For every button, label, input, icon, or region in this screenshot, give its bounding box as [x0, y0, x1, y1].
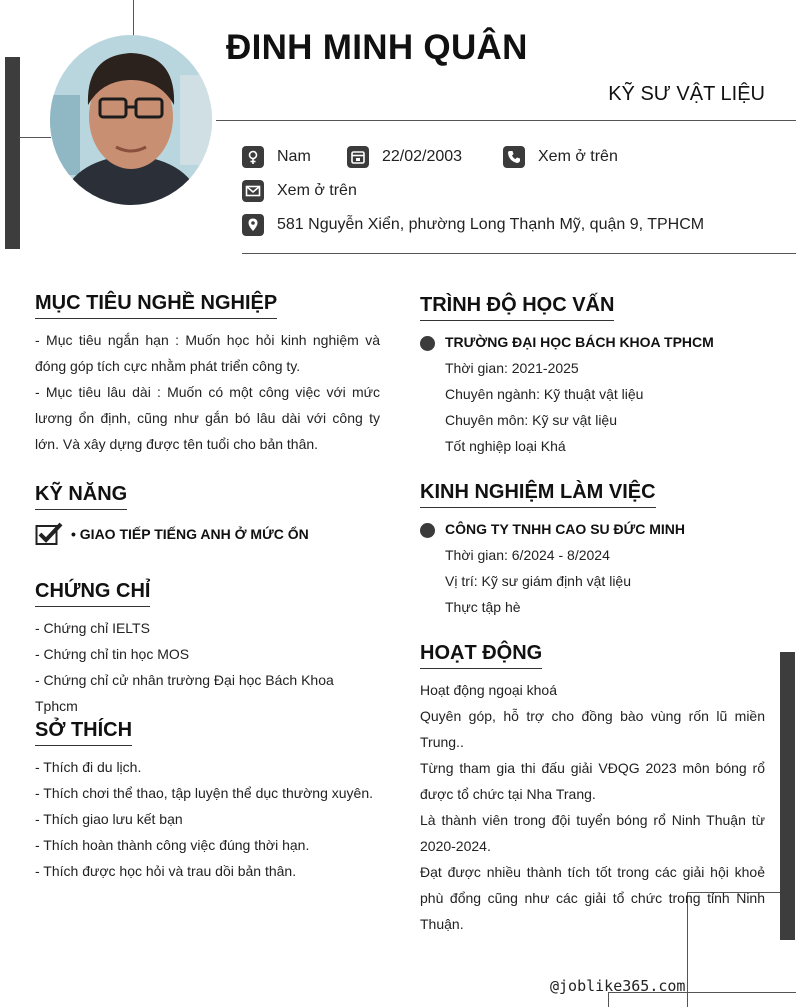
- location-icon: [242, 214, 264, 236]
- hobby-item: - Thích chơi thể thao, tập luyện thể dục thường xuyên.: [35, 785, 374, 801]
- phone-value: Xem ở trên: [538, 148, 618, 165]
- experience-line: Thời gian: 6/2024 - 8/2024: [445, 547, 610, 563]
- education-line: Chuyên môn: Kỹ sư vật liệu: [445, 412, 618, 428]
- skill-item: [35, 522, 380, 546]
- activity-line: Đạt được nhiều thành tích tốt trong các giải hội khoẻ phù đổng cũng như các giải tổ chức trong tỉnh Ninh Thuận.: [420, 864, 765, 932]
- skills-title: KỸ NĂNG: [35, 483, 127, 510]
- email-value: Xem ở trên: [277, 182, 357, 199]
- bullet-dot: [420, 523, 435, 538]
- education-title: TRÌNH ĐỘ HỌC VẤN: [420, 294, 614, 321]
- objective-line: - Mục tiêu ngắn hạn : Muốn học hỏi kinh nghiệm và đóng góp tích cực nhằm phát triển công ty.: [35, 332, 380, 374]
- hobby-item: - Thích đi du lịch.: [35, 759, 142, 775]
- objective-title: MỤC TIÊU NGHỀ NGHIỆP: [35, 292, 277, 319]
- education-line: Thời gian: 2021-2025: [445, 360, 579, 376]
- company-name: CÔNG TY TNHH CAO SU ĐỨC MINH: [445, 521, 686, 537]
- calendar-icon: [347, 146, 369, 168]
- education-line: Tốt nghiệp loại Khá: [445, 438, 566, 454]
- gender-row: [242, 146, 311, 168]
- checkbox-checked-icon: [35, 522, 63, 546]
- footer-watermark: @joblike365.com: [550, 977, 686, 995]
- address-row: [242, 214, 704, 236]
- header-divider-bottom: [242, 253, 796, 254]
- candidate-name: ĐINH MINH QUÂN: [226, 28, 528, 67]
- education-line: Chuyên ngành: Kỹ thuật vật liệu: [445, 386, 644, 402]
- certificate-item: - Chứng chỉ IELTS: [35, 620, 150, 636]
- activities-section: [420, 642, 765, 937]
- hobbies-title: SỞ THÍCH: [35, 719, 132, 746]
- experience-entry: [420, 516, 765, 620]
- experience-line: Vị trí: Kỹ sư giám định vật liệu: [445, 573, 631, 589]
- right-accent-bar: [780, 652, 795, 940]
- objective-line: - Mục tiêu lâu dài : Muốn có một công việc với mức lương ổn định, cũng như gắn bó lâu dài với công ty lớn. Và xây dựng được tên tuổi cho bản thân.: [35, 384, 380, 452]
- bullet-dot: [420, 336, 435, 351]
- hobbies-section: [35, 719, 380, 884]
- job-title: KỸ SƯ VẬT LIỆU: [608, 83, 765, 105]
- address-value: 581 Nguyễn Xiển, phường Long Thạnh Mỹ, quận 9, TPHCM: [277, 216, 705, 233]
- phone-icon: [503, 146, 525, 168]
- experience-section: [420, 481, 765, 620]
- education-section: [420, 294, 765, 459]
- activity-line: Hoạt động ngoại khoá: [420, 682, 557, 698]
- school-name: TRƯỜNG ĐẠI HỌC BÁCH KHOA TPHCM: [445, 334, 714, 350]
- certificates-title: CHỨNG CHỈ: [35, 580, 150, 607]
- certificates-section: [35, 580, 380, 719]
- gender-icon: [242, 146, 264, 168]
- hobby-item: - Thích giao lưu kết bạn: [35, 811, 183, 827]
- objective-section: [35, 292, 380, 457]
- gender-value: Nam: [277, 148, 311, 165]
- hobby-item: - Thích hoàn thành công việc đúng thời hạn.: [35, 837, 310, 853]
- certificate-item: - Chứng chỉ tin học MOS: [35, 646, 190, 662]
- activity-line: Từng tham gia thi đấu giải VĐQG 2023 môn bóng rổ được tổ chức tại Nha Trang.: [420, 760, 765, 802]
- experience-line: Thực tập hè: [445, 599, 521, 615]
- certificate-item: - Chứng chỉ cử nhân trường Đại học Bách Khoa Tphcm: [35, 672, 334, 714]
- birthday-row: [347, 146, 462, 168]
- education-entry: [420, 329, 765, 459]
- email-row: [242, 180, 357, 202]
- top-vertical-line: [133, 0, 134, 36]
- skills-section: [35, 483, 380, 546]
- phone-row: [503, 146, 618, 168]
- left-horizontal-line: [19, 137, 51, 138]
- activity-line: Là thành viên trong đội tuyển bóng rổ Ninh Thuận từ 2020-2024.: [420, 812, 765, 854]
- activities-title: HOẠT ĐỘNG: [420, 642, 542, 669]
- experience-title: KINH NGHIỆM LÀM VIỆC: [420, 481, 656, 508]
- avatar: [50, 35, 212, 205]
- activity-line: Quyên góp, hỗ trợ cho đồng bào vùng rốn lũ miền Trung..: [420, 708, 765, 750]
- email-icon: [242, 180, 264, 202]
- header-divider-top: [216, 120, 796, 121]
- birthday-value: 22/02/2003: [382, 148, 463, 165]
- skill-label: • GIAO TIẾP TIẾNG ANH Ở MỨC ỔN: [71, 526, 309, 542]
- left-accent-bar: [5, 57, 20, 249]
- hobby-item: - Thích được học hỏi và trau dồi bản thân.: [35, 863, 297, 879]
